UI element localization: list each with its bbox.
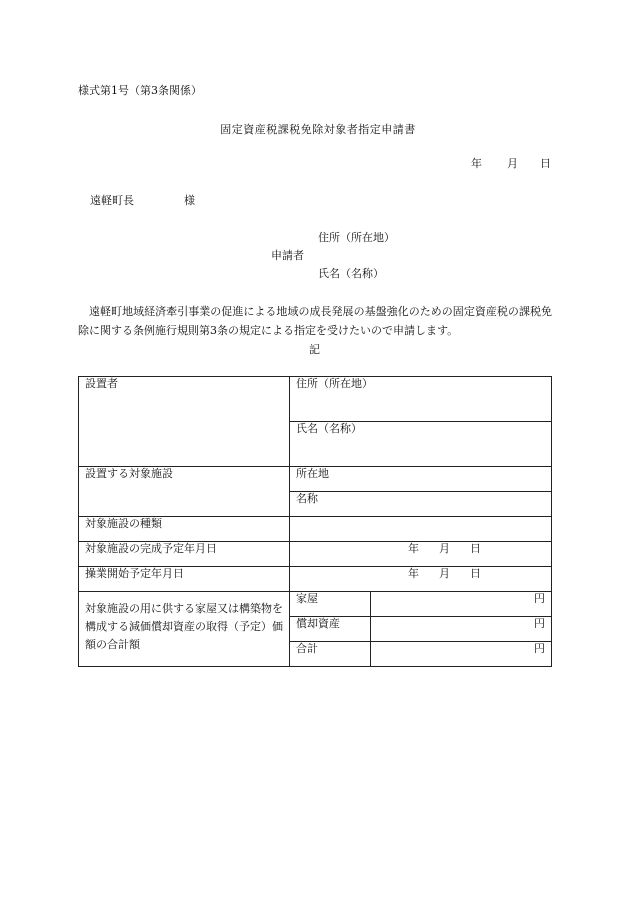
total-label: 合計	[290, 642, 371, 667]
body-text: 遠軽町地域経済牽引事業の促進による地域の成長発展の基盤強化のための固定資産税の課税免除に関する条例施行規則第3条の規定による指定を受けたいので申請します。	[78, 305, 552, 337]
date-month-label: 月	[507, 157, 518, 170]
application-table	[78, 376, 552, 667]
house-label: 家屋	[290, 592, 371, 617]
installer-address-label: 住所（所在地）	[290, 377, 552, 422]
depreciable-label: 償却資産	[290, 617, 371, 642]
operation-month: 月	[439, 567, 450, 580]
date-year-label: 年	[471, 157, 482, 170]
applicant-name-label: 氏名（名称）	[318, 267, 384, 280]
applicant-address-label: 住所（所在地）	[318, 231, 395, 244]
completion-day: 日	[470, 542, 481, 555]
facility-type-value	[290, 517, 552, 542]
form-number: 様式第1号（第3条関係）	[78, 84, 202, 97]
operation-year: 年	[408, 567, 419, 580]
completion-date-label: 対象施設の完成予定年月日	[79, 542, 290, 567]
operation-date-value	[290, 567, 552, 592]
facility-name-label: 名称	[290, 492, 552, 517]
installer-label: 設置者	[79, 377, 290, 467]
operation-day: 日	[470, 567, 481, 580]
total-yen: 円	[371, 642, 552, 667]
applicant-label: 申請者	[271, 249, 304, 262]
house-yen: 円	[371, 592, 552, 617]
page-title: 固定資産税課税免除対象者指定申請書	[220, 123, 416, 136]
depreciable-yen: 円	[371, 617, 552, 642]
addressee-honorific: 様	[184, 194, 195, 207]
addressee-name: 遠軽町長	[90, 194, 134, 207]
completion-date-value	[290, 542, 552, 567]
facility-label: 設置する対象施設	[79, 467, 290, 517]
ki-heading: 記	[309, 343, 320, 356]
operation-date-label: 操業開始予定年月日	[79, 567, 290, 592]
facility-type-label: 対象施設の種類	[79, 517, 290, 542]
facility-location-label: 所在地	[290, 467, 552, 492]
acquisition-label: 対象施設の用に供する家屋又は構築物を構成する減価償却資産の取得（予定）価額の合計額	[79, 592, 290, 667]
installer-name-label: 氏名（名称）	[290, 422, 552, 467]
completion-month: 月	[439, 542, 450, 555]
date-day-label: 日	[540, 157, 551, 170]
completion-year: 年	[408, 542, 419, 555]
